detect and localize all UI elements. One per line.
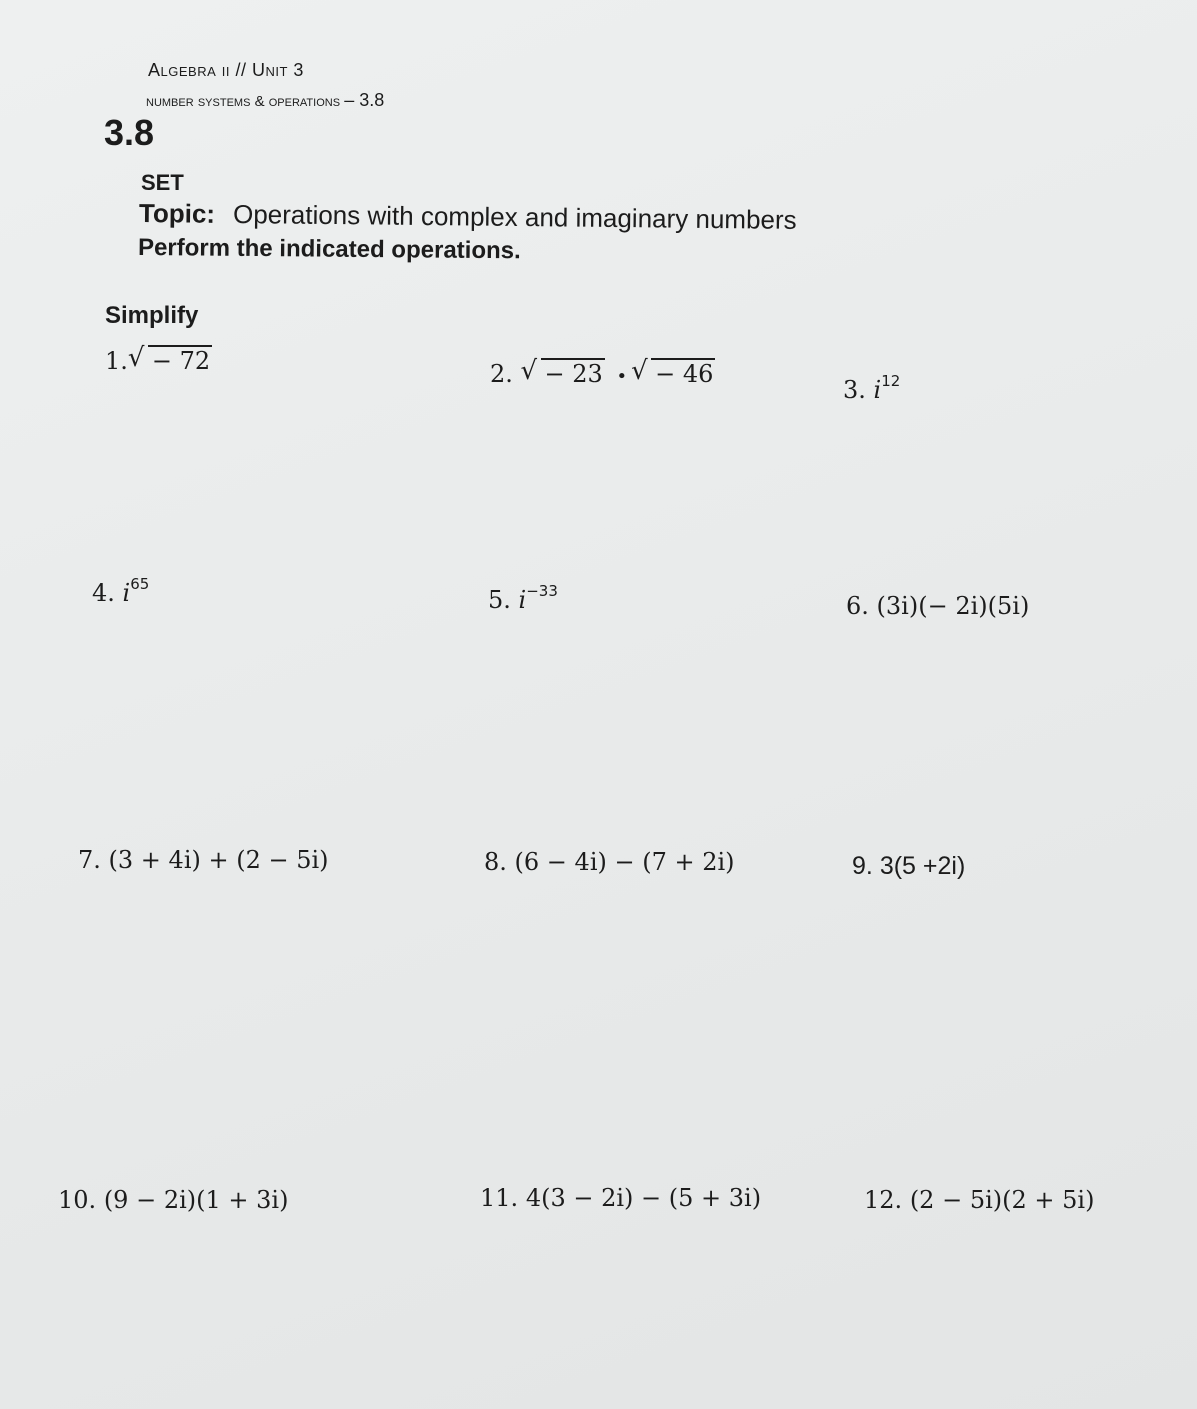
radical-sign-icon: √ <box>631 356 648 386</box>
problem-5 <box>488 582 558 614</box>
radicand: − 23 <box>541 358 605 388</box>
problem-number: 3. <box>843 376 866 404</box>
expression: (3 + 4i) + (2 − 5i) <box>108 846 329 874</box>
problem-3 <box>843 372 900 404</box>
course-header: Algebra ii // Unit 3 <box>148 60 304 80</box>
problem-number: 6. <box>846 592 869 620</box>
exponent: −33 <box>526 582 558 600</box>
expression: (3i)(− 2i)(5i) <box>876 592 1030 620</box>
problem-number: 11. <box>480 1184 519 1212</box>
base: i <box>873 376 882 404</box>
problem-number: 9. <box>852 852 873 880</box>
exponent: 65 <box>130 575 150 593</box>
multiply-dot: • <box>616 366 628 387</box>
problem-9 <box>852 852 965 881</box>
expression: (2 − 5i)(2 + 5i) <box>909 1186 1095 1214</box>
simplify-label: Simplify <box>105 302 199 329</box>
problem-1 <box>105 345 212 375</box>
square-root <box>521 358 605 388</box>
set-label: SET <box>141 170 184 195</box>
radical-sign-icon: √ <box>127 343 145 373</box>
problem-number: 1. <box>105 347 128 375</box>
problem-number: 12. <box>864 1186 903 1214</box>
topic-label: Topic: <box>138 198 216 229</box>
square-root <box>631 358 715 388</box>
expression: 4(3 − 2i) − (5 + 3i) <box>525 1184 762 1212</box>
expression: 3(5 +2i) <box>879 852 966 880</box>
topic-text: Operations with complex and imaginary numbers <box>232 198 797 235</box>
subtitle-text: number systems & operations <box>146 93 341 110</box>
problem-number: 8. <box>484 848 507 876</box>
problem-number: 4. <box>92 579 115 607</box>
problem-number: 2. <box>490 360 513 388</box>
problem-number: 5. <box>488 586 511 614</box>
base: i <box>518 586 527 614</box>
problem-number: 10. <box>58 1186 97 1214</box>
problem-6 <box>846 592 1029 620</box>
problem-10 <box>58 1186 288 1214</box>
lesson-number: 3.8 <box>104 112 155 153</box>
expression: (9 − 2i)(1 + 3i) <box>103 1186 289 1214</box>
expression: (6 − 4i) − (7 + 2i) <box>514 848 735 876</box>
radicand: − 72 <box>148 345 212 375</box>
problem-4 <box>92 575 149 607</box>
show-through-marks <box>295 320 302 345</box>
unit-subtitle <box>146 90 384 111</box>
exponent: 12 <box>881 372 901 390</box>
radicand: − 46 <box>651 358 715 388</box>
square-root <box>128 345 212 375</box>
radical-sign-icon: √ <box>520 356 538 386</box>
subtitle-number: – 3.8 <box>344 90 385 110</box>
base: i <box>122 579 131 607</box>
topic-line <box>139 198 797 236</box>
problem-8 <box>484 848 735 876</box>
problem-11 <box>480 1184 761 1212</box>
instruction: Perform the indicated operations. <box>137 234 521 265</box>
problem-12 <box>864 1186 1094 1214</box>
problem-7 <box>78 846 329 874</box>
problem-number: 7. <box>78 846 101 874</box>
problem-2 <box>490 358 715 388</box>
